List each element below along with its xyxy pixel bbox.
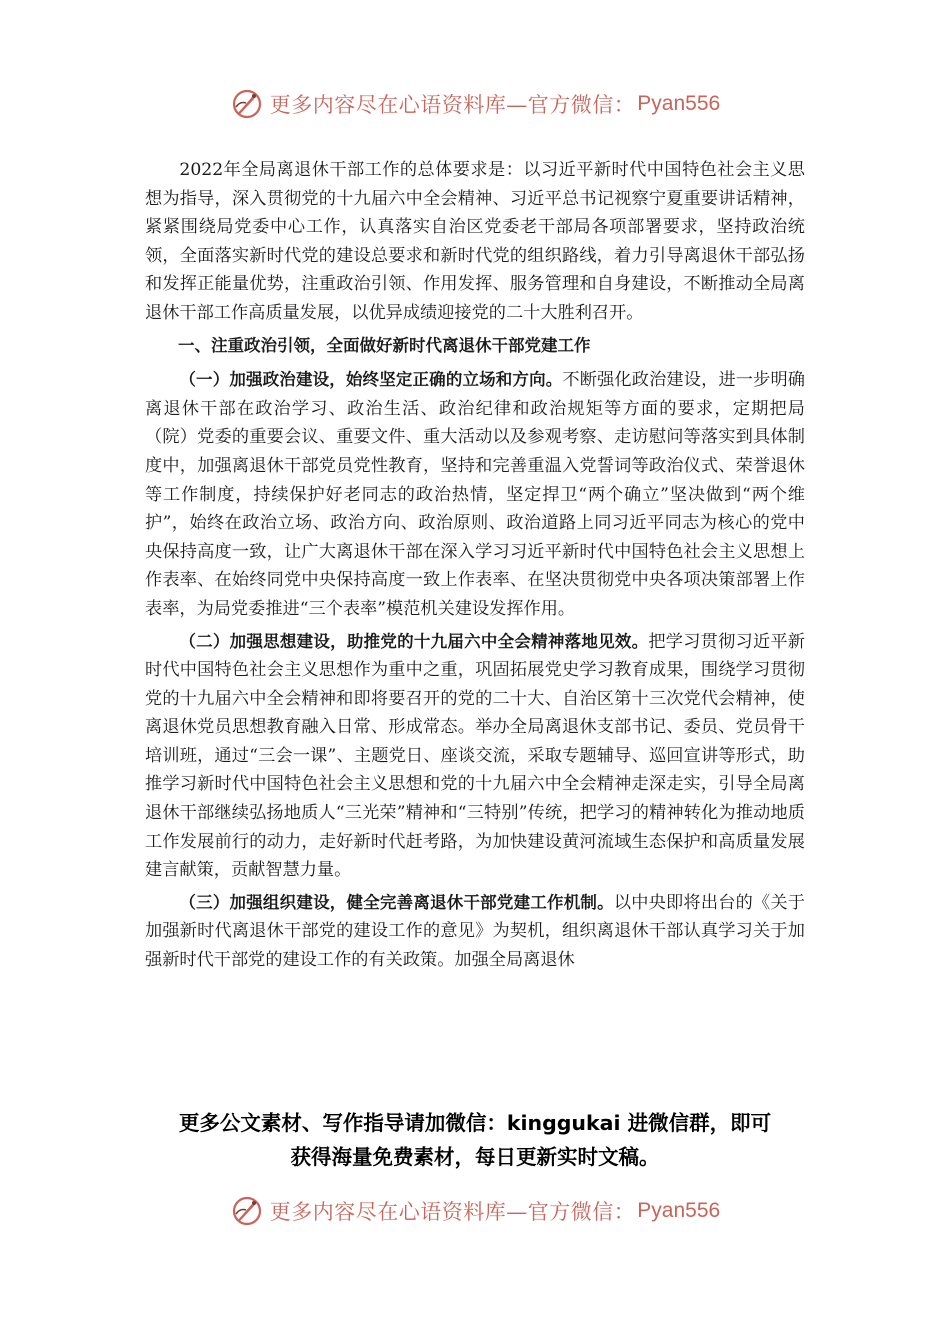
subsection-3-title: （三）加强组织建设，健全完善离退休干部党建工作机制。	[179, 892, 614, 912]
watermark-header	[0, 84, 950, 124]
watermark-footer	[0, 1191, 950, 1231]
watermark-text: 更多内容尽在心语资料库—官方微信：	[269, 93, 636, 117]
subsection-2-title: （二）加强思想建设，助推党的十九届六中全会精神落地见效。	[179, 631, 649, 651]
subsection-1-text: 不断强化政治建设，进一步明确离退休干部在政治学习、政治生活、政治纪律和政治规矩等方面的要求，定期把局（院）党委的重要会议、重要文件、重大活动以及参观考察、走访慰问等落实到具体制度中，加强离退休干部党员党性教育，坚持和完善重温入党誓词等政治仪式、荣誉退休等工作制度，持续保护好老同志的政治热情，坚定捍卫“两个确立”坚决做到“两个维护”，始终在政治立场、政治方向、政治原则、政治道路上同习近平同志为核心的党中央保持高度一致，让广大离退休干部在深入学习习近平新时代中国特色社会主义思想上作表率、在始终同党中央保持高度一致上作表率、在坚决贯彻党中央各项决策部署上作表率，为局党委推进“三个表率”模范机关建设发挥作用。	[145, 370, 805, 619]
subsection-2-paragraph	[145, 628, 805, 885]
subsection-3-paragraph	[145, 889, 805, 975]
quill-logo-icon	[230, 87, 264, 121]
intro-paragraph: 2022年全局离退休干部工作的总体要求是：以习近平新时代中国特色社会主义思想为指导，深入贯彻党的十九届六中全会精神、习近平总书记视察宁夏重要讲话精神，紧紧围绕局党委中心工作，认真落实自治区党委老干部局各项部署要求，坚持政治统领，全面落实新时代党的建设总要求和新时代党的组织路线，着力引导离退休干部弘扬和发挥正能量优势，注重政治引领、作用发挥、服务管理和自身建设，不断推动全局离退休干部工作高质量发展，以优异成绩迎接党的二十大胜利召开。	[145, 160, 805, 323]
subsection-1-title: （一）加强政治建设，始终坚定正确的立场和方向。	[179, 370, 563, 390]
watermark-wechat-id: Pyan556	[637, 1199, 721, 1222]
subsection-1-paragraph	[145, 366, 805, 623]
watermark-wechat-id: Pyan556	[637, 92, 721, 115]
watermark-text: 更多内容尽在心语资料库—官方微信：	[269, 1200, 636, 1224]
subsection-2-text: 把学习贯彻习近平新时代中国特色社会主义思想作为重中之重，巩固拓展党史学习教育成果，围绕学习贯彻党的十九届六中全会精神和即将要召开的党的二十大、自治区第十三次党代会精神，使离退休党员思想教育融入日常、形成常态。举办全局离退休支部书记、委员、党员骨干培训班，通过“三会一课”、主题党日、座谈交流，采取专题辅导、巡回宣讲等形式，助推学习新时代中国特色社会主义思想和党的十九届六中全会精神走深走实，引导全局离退休干部继续弘扬地质人“三光荣”精神和“三特别”传统，把学习的精神转化为推动地质工作发展前行的动力，走好新时代赶考路，为加快建设黄河流域生态保护和高质量发展建言献策，贡献智慧力量。	[145, 631, 805, 881]
quill-logo-icon	[230, 1194, 264, 1228]
subsection-3-text: 以中央即将出台的《关于加强新时代离退休干部党的建设工作的意见》为契机，组织离退休干部认真学习关于加强新时代干部党的建设工作的有关政策。加强全局离退休	[145, 892, 805, 971]
promo-block	[0, 1106, 950, 1174]
document-body	[145, 156, 805, 979]
section-heading-1: 一、注重政治引领，全面做好新时代离退休干部党建工作	[178, 335, 591, 355]
promo-line-1: 更多公文素材、写作指导请加微信：kinggukai 进微信群，即可	[178, 1111, 772, 1135]
promo-line-2: 获得海量免费素材，每日更新实时文稿。	[290, 1145, 660, 1169]
